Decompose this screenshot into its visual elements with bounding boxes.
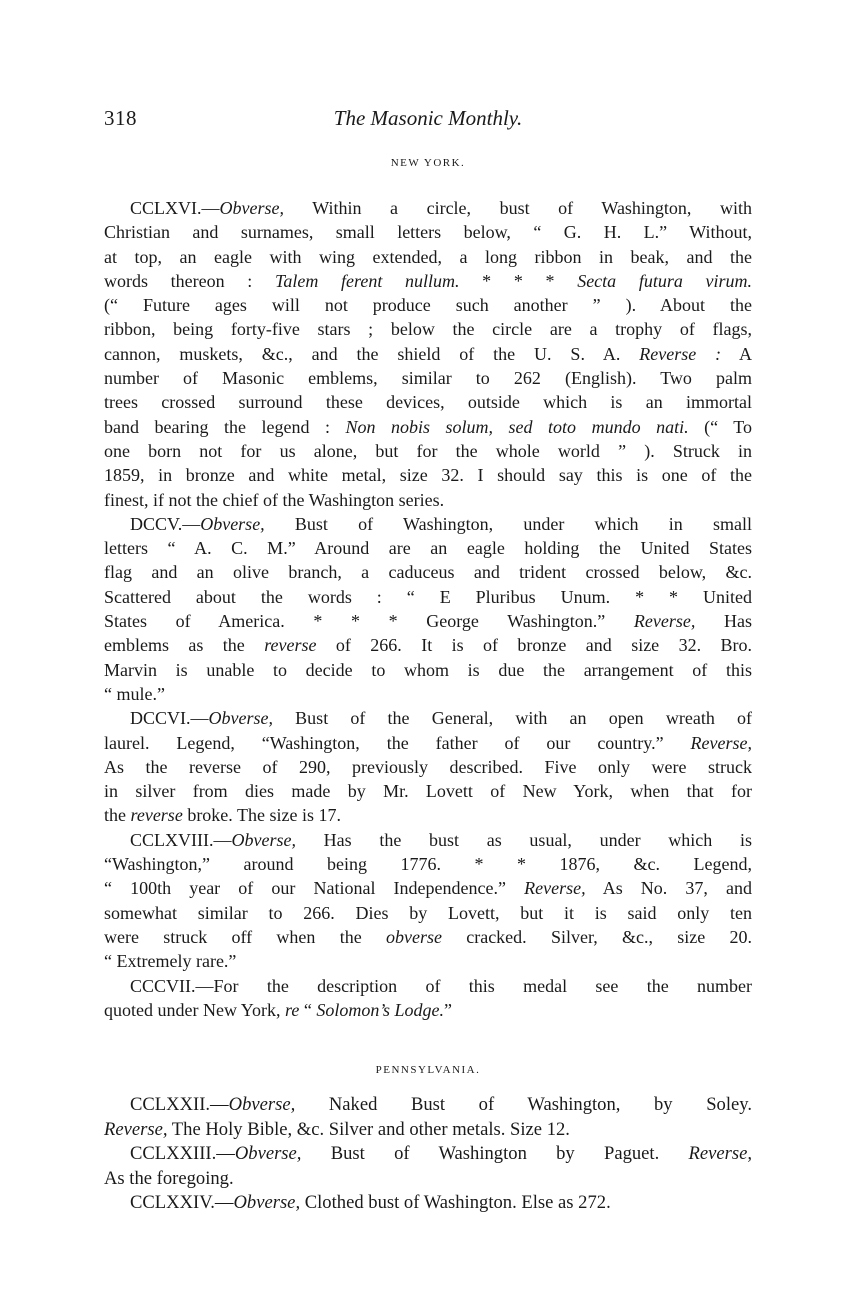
text-run: finest, if not the chief of the Washington series. bbox=[104, 489, 445, 510]
journal-title: The Masonic Monthly. bbox=[333, 106, 523, 130]
text-line bbox=[104, 317, 752, 341]
text-run: of 266. It is of bronze and size 32. Bro. bbox=[316, 635, 752, 656]
italic-text: obverse bbox=[385, 926, 442, 947]
text-run: Has the bust as usual, under which is bbox=[295, 829, 752, 850]
text-run: words thereon : bbox=[104, 270, 275, 291]
text-line bbox=[104, 220, 752, 244]
text-run: “Washington,” around being 1776. * * 1876, &c. Legend, bbox=[104, 854, 752, 875]
text-run: ” bbox=[444, 999, 452, 1020]
text-run: “ mule.” bbox=[104, 683, 165, 704]
text-run: emblems as the bbox=[104, 635, 265, 656]
italic-text: Obverse, bbox=[219, 198, 284, 218]
text-run: As the reverse of 290, previously described. Five only were struck bbox=[104, 756, 752, 777]
text-run: Naked Bust of Washington, by Soley. bbox=[295, 1094, 752, 1115]
text-line bbox=[104, 731, 752, 755]
text-run: As the foregoing. bbox=[104, 1167, 234, 1189]
italic-text: re bbox=[284, 999, 300, 1020]
italic-text: Reverse, bbox=[633, 611, 696, 632]
text-line bbox=[104, 755, 752, 779]
text-run: in silver from dies made by Mr. Lovett of New York, when that for bbox=[104, 781, 752, 802]
italic-text: Reverse : bbox=[639, 343, 722, 364]
text-run: 1859, in bronze and white metal, size 32. I should say this is one of the bbox=[104, 465, 752, 486]
text-line bbox=[104, 269, 752, 293]
text-run: A bbox=[721, 343, 752, 364]
text-line bbox=[104, 998, 752, 1022]
text-line bbox=[104, 1191, 752, 1216]
text-line bbox=[104, 293, 752, 317]
italic-text: Obverse, bbox=[228, 1094, 296, 1115]
section-heading-new-york: NEW YORK. bbox=[390, 157, 466, 169]
text-line bbox=[104, 803, 752, 827]
text-line bbox=[104, 536, 752, 560]
italic-text: Non nobis solum, sed toto mundo nati. bbox=[345, 416, 689, 437]
text-run: Bust of the General, with an open wreath of bbox=[273, 708, 752, 729]
text-run: flag and an olive branch, a caduceus and trident crossed below, &c. bbox=[104, 562, 752, 583]
text-run: The Holy Bible, &c. Silver and other metals. Size 12. bbox=[167, 1118, 570, 1140]
text-run: Within a circle, bust of Washington, with bbox=[283, 198, 752, 218]
text-run: * * * bbox=[459, 270, 578, 291]
text-run: number of Masonic emblems, similar to 262 (English). Two palm bbox=[104, 368, 752, 389]
text-line bbox=[104, 633, 752, 657]
text-line bbox=[104, 585, 752, 609]
italic-text: Reverse, bbox=[690, 732, 752, 753]
text-run: “ Extremely rare.” bbox=[104, 951, 237, 972]
text-run: laurel. Legend, “Washington, the father of our country.” bbox=[104, 732, 691, 753]
text-line bbox=[104, 901, 752, 925]
text-run: Bust of Washington, under which in small bbox=[264, 513, 752, 534]
text-run: As No. 37, and bbox=[585, 878, 752, 899]
text-run: cannon, muskets, &c., and the shield of the U. S. A. bbox=[104, 343, 640, 364]
text-run: CCLXVIII.— bbox=[130, 829, 232, 850]
text-line bbox=[104, 949, 752, 973]
text-run: broke. The size is 17. bbox=[182, 805, 341, 826]
italic-text: Obverse, bbox=[231, 829, 296, 850]
text-run: at top, an eagle with wing extended, a long ribbon in beak, and the bbox=[104, 246, 752, 267]
text-run: quoted under New York, bbox=[104, 999, 285, 1020]
text-run: DCCV.— bbox=[130, 513, 201, 534]
text-line bbox=[104, 876, 752, 900]
italic-text: Obverse, bbox=[200, 513, 265, 534]
text-line bbox=[104, 342, 752, 366]
text-line bbox=[104, 609, 752, 633]
text-run: “ 100th year of our National Independence.” bbox=[104, 878, 525, 899]
text-line bbox=[104, 1093, 752, 1118]
text-run: States of America. * * * George Washington.” bbox=[104, 611, 634, 632]
text-line bbox=[104, 706, 752, 730]
italic-text: reverse bbox=[130, 805, 183, 826]
text-run: ribbon, being forty-five stars ; below the circle are a trophy of flags, bbox=[104, 319, 752, 340]
text-line bbox=[104, 925, 752, 949]
text-run: band bearing the legend : bbox=[104, 416, 346, 437]
text-run: DCCVI.— bbox=[130, 708, 209, 729]
italic-text: Talem ferent nullum. bbox=[274, 270, 460, 291]
text-line bbox=[104, 779, 752, 803]
text-run: CCCVII.—For the description of this medal see the number bbox=[130, 975, 752, 996]
text-run: were struck off when the bbox=[104, 926, 386, 947]
text-line bbox=[104, 196, 752, 220]
text-line bbox=[104, 1118, 752, 1143]
italic-text: Obverse, bbox=[234, 1143, 302, 1164]
text-run: CCLXVI.— bbox=[130, 198, 220, 218]
italic-text: Reverse, bbox=[104, 1118, 168, 1140]
text-run: Christian and surnames, small letters below, “ G. H. L.” Without, bbox=[104, 222, 752, 243]
text-line bbox=[104, 974, 752, 998]
text-run: Has bbox=[695, 611, 752, 632]
section-body-new-york bbox=[104, 196, 752, 1022]
text-run: trees crossed surround these devices, outside which is an immortal bbox=[104, 392, 752, 413]
text-line bbox=[104, 852, 752, 876]
text-line bbox=[104, 463, 752, 487]
text-line bbox=[104, 1142, 752, 1167]
text-line bbox=[104, 366, 752, 390]
italic-text: reverse bbox=[264, 635, 317, 656]
text-line bbox=[104, 682, 752, 706]
text-run: CCLXXII.— bbox=[130, 1094, 229, 1115]
text-line bbox=[104, 512, 752, 536]
text-line bbox=[104, 488, 752, 512]
text-run: somewhat similar to 266. Dies by Lovett, but it is said only ten bbox=[104, 902, 752, 923]
text-run: cracked. Silver, &c., size 20. bbox=[441, 926, 753, 947]
text-line bbox=[104, 560, 752, 584]
text-run: CCLXXIII.— bbox=[130, 1143, 235, 1164]
italic-text: Reverse, bbox=[524, 878, 586, 899]
text-line bbox=[104, 245, 752, 269]
text-line bbox=[104, 658, 752, 682]
text-run: CCLXXIV.— bbox=[130, 1192, 234, 1213]
text-line bbox=[104, 439, 752, 463]
italic-text: Solomon’s Lodge. bbox=[316, 999, 444, 1020]
text-run: Scattered about the words : “ E Pluribus Unum. * * United bbox=[104, 586, 752, 607]
italic-text: Secta futura virum. bbox=[577, 270, 753, 291]
italic-text: Reverse, bbox=[688, 1143, 752, 1164]
page-number: 318 bbox=[104, 106, 137, 130]
text-line bbox=[104, 828, 752, 852]
text-run: the bbox=[104, 805, 131, 826]
text-run: Marvin is unable to decide to whom is due the arrangement of this bbox=[104, 659, 752, 680]
italic-text: Obverse, bbox=[208, 708, 273, 729]
text-run: Bust of Washington by Paguet. bbox=[301, 1143, 689, 1164]
text-run: (“ To bbox=[688, 416, 753, 437]
text-run: “ bbox=[299, 999, 317, 1020]
italic-text: Obverse, bbox=[233, 1192, 301, 1213]
text-run: letters “ A. C. M.” Around are an eagle holding the United States bbox=[104, 538, 752, 559]
running-head bbox=[104, 106, 752, 136]
text-line bbox=[104, 1167, 752, 1192]
text-run: one born not for us alone, but for the whole world ” ). Struck in bbox=[104, 440, 752, 461]
text-run: Clothed bust of Washington. Else as 272. bbox=[300, 1192, 611, 1213]
text-line bbox=[104, 390, 752, 414]
text-run: (“ Future ages will not produce such another ” ). About the bbox=[104, 295, 752, 316]
section-body-pennsylvania bbox=[104, 1093, 752, 1216]
text-line bbox=[104, 415, 752, 439]
section-heading-pennsylvania: PENNSYLVANIA. bbox=[375, 1064, 481, 1076]
